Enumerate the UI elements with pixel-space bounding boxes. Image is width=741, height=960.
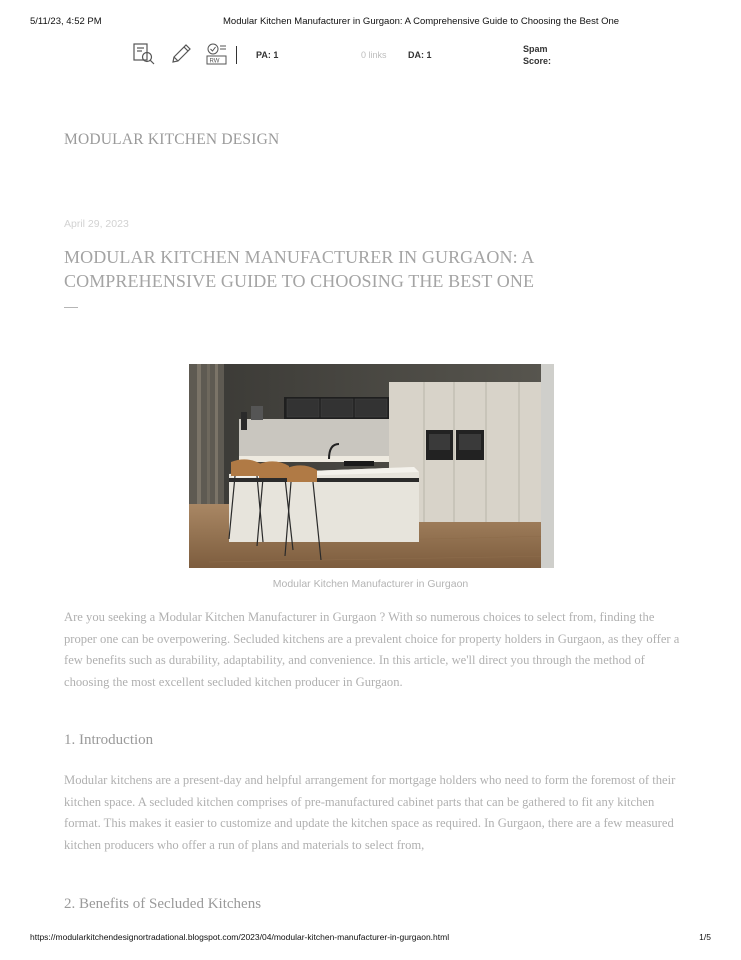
print-page-number: 1/5 xyxy=(699,932,711,942)
print-header xyxy=(0,16,741,32)
pencil-icon[interactable] xyxy=(169,42,193,66)
kitchen-photo[interactable] xyxy=(189,364,554,568)
print-datetime: 5/11/23, 4:52 PM xyxy=(30,16,102,27)
section-heading-benefits: 2. Benefits of Secluded Kitchens xyxy=(64,896,262,912)
image-caption: Modular Kitchen Manufacturer in Gurgaon xyxy=(272,578,469,590)
spam-score: Spam Score: xyxy=(523,44,552,66)
page-inspect-icon[interactable] xyxy=(132,42,156,66)
print-footer xyxy=(0,932,741,946)
links-count[interactable]: 0 links xyxy=(361,50,387,60)
title-rule xyxy=(64,307,78,308)
keyword-icon[interactable] xyxy=(205,42,229,66)
post-date: April 29, 2023 xyxy=(64,218,129,230)
section-heading-introduction: 1. Introduction xyxy=(64,732,154,748)
post-title: MODULAR KITCHEN MANUFACTURER IN GURGAON: A COMPREHENSIVE GUIDE TO CHOOSING THE BEST ONE xyxy=(64,247,535,291)
toolbar-divider xyxy=(236,46,237,64)
svg-text:RW: RW xyxy=(209,58,220,65)
page-authority: PA: 1 xyxy=(256,50,279,60)
intro-paragraph: Are you seeking a Modular Kitchen Manufacturer in Gurgaon ? With so numerous choices to select from, finding the proper one can be overpowering. Secluded kitchens are a prevalent choice for property holders in Gurgaon, as they offer a few benefits such as durability, adaptability, and convenience. In this article, we'll direct you through the method of choosing the most excellent secluded kitchen producer in Gurgaon. xyxy=(64,610,680,689)
print-document-title: Modular Kitchen Manufacturer in Gurgaon: A Comprehensive Guide to Choosing the Best One xyxy=(223,16,620,27)
site-title[interactable]: MODULAR KITCHEN DESIGN xyxy=(64,131,280,148)
print-url: https://modularkitchendesignortradational.blogspot.com/2023/04/modular-kitchen-manufacturer-in-gurgaon.html xyxy=(30,932,450,942)
domain-authority: DA: 1 xyxy=(408,50,432,60)
introduction-paragraph: Modular kitchens are a present-day and helpful arrangement for mortgage holders who need to form the foremost of their kitchen space. A secluded kitchen comprises of pre-manufactured cabinet parts that can be gathered to fit any kitchen format. This makes it easier to customize and update the kitchen space as required. In Gurgaon, there are a few measured kitchen producers who offer a run of plans and materials to select from, xyxy=(64,773,676,852)
seo-toolbar xyxy=(130,40,600,70)
